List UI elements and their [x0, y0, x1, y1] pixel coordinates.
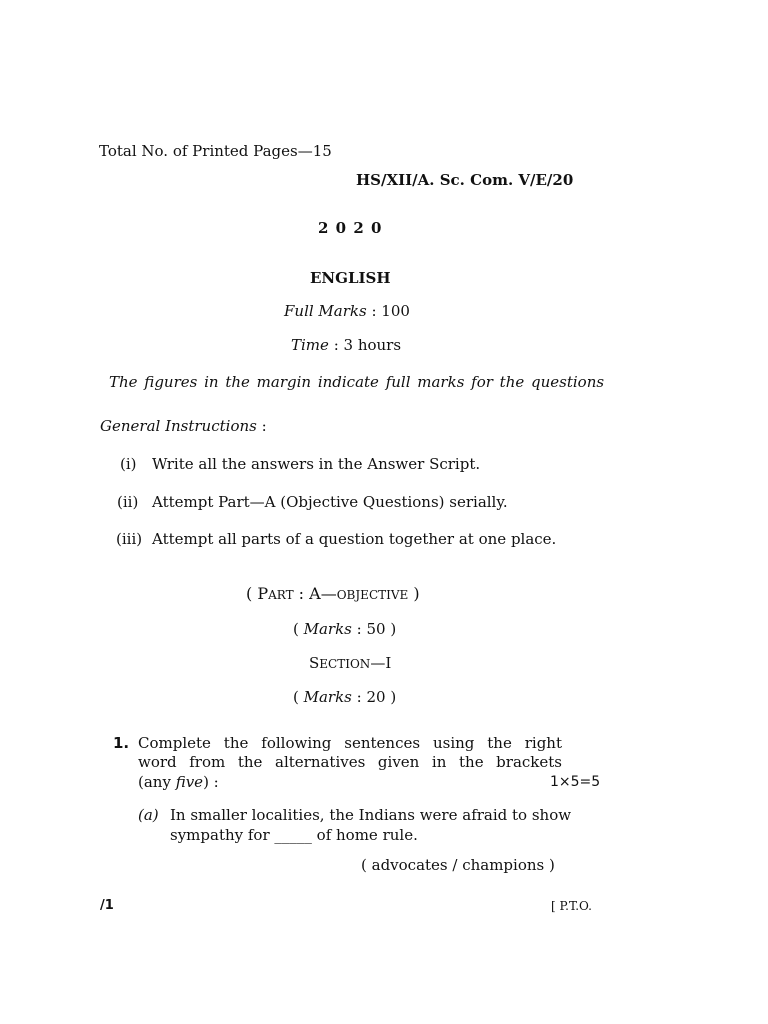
part-p-rest: ART: [268, 588, 294, 602]
part-heading: [246, 584, 420, 603]
part-marks-label: Marks: [303, 620, 352, 638]
time-label: Time: [291, 336, 329, 354]
subject-title: ENGLISH: [310, 269, 391, 287]
time-value: : 3 hours: [333, 336, 402, 354]
part-p-cap: P: [257, 584, 269, 603]
margin-marks-note: The figures in the margin indicate full marks for the questions: [109, 373, 605, 391]
instruction-text: Write all the answers in the Answer Script.: [152, 455, 481, 473]
part-mid: : A—: [293, 584, 337, 603]
section-rest: ECTION: [319, 657, 371, 671]
question-line3-post: ) :: [203, 773, 219, 791]
question-marks: 1×5=5: [550, 774, 601, 790]
full-marks-label: Full Marks: [284, 302, 367, 320]
subquestion-options: ( advocates / champions ): [361, 856, 555, 874]
footer-page-marker: /1: [100, 898, 114, 913]
instruction-num: (ii): [117, 493, 139, 511]
section-heading: [309, 654, 391, 672]
instructions-heading-colon: :: [256, 417, 267, 435]
question-line: word from the alternatives given in the brackets: [138, 753, 562, 771]
question-line: Complete the following sentences using the right: [138, 734, 562, 752]
part-close: ): [408, 584, 420, 603]
exam-year: 2 0 2 0: [318, 219, 383, 237]
printed-pages-count: Total No. of Printed Pages—15: [99, 142, 332, 160]
section-marks: [293, 688, 396, 706]
subquestion-line: In smaller localities, the Indians were afraid to show: [170, 806, 572, 824]
full-marks-value: : 100: [371, 302, 410, 320]
question-number: 1.: [113, 734, 130, 752]
subquestion-label: (a): [138, 806, 159, 824]
instruction-text: Attempt Part—A (Objective Questions) serially.: [152, 493, 508, 511]
instructions-heading-label: General Instructions: [100, 417, 257, 435]
full-marks: [284, 302, 410, 320]
time-allowed: [291, 336, 401, 354]
subquestion-line: sympathy for _____ of home rule.: [170, 826, 418, 844]
section-s: S: [309, 654, 320, 672]
footer-pto: [ P.T.O.: [551, 899, 592, 913]
part-marks-open: (: [293, 620, 304, 638]
question-line: [138, 773, 219, 791]
instructions-heading: [100, 417, 267, 435]
section-num: —I: [370, 654, 392, 672]
instruction-text: Attempt all parts of a question together at one place.: [152, 530, 557, 548]
section-marks-open: (: [293, 688, 304, 706]
instruction-num: (i): [120, 455, 137, 473]
part-marks-value: : 50 ): [351, 620, 397, 638]
question-line3-pre: (any: [138, 773, 176, 791]
paper-code: HS/XII/A. Sc. Com. V/E/20: [356, 171, 574, 189]
part-objective: OBJECTIVE: [336, 588, 409, 602]
instruction-num: (iii): [116, 530, 143, 548]
part-open: (: [246, 584, 258, 603]
section-marks-value: : 20 ): [351, 688, 397, 706]
section-marks-label: Marks: [303, 688, 352, 706]
question-line3-italic: five: [175, 773, 204, 791]
part-marks: [293, 620, 396, 638]
